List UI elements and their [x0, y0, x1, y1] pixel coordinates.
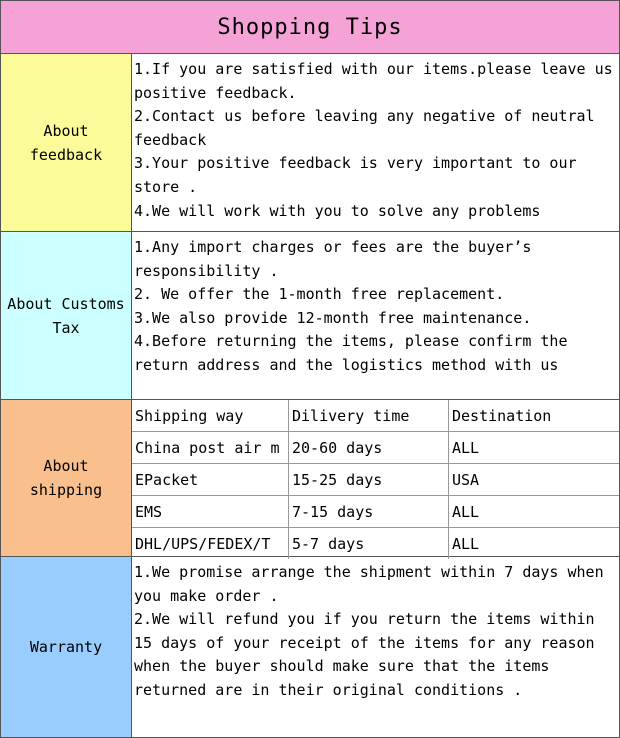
- table-cell: ALL: [449, 496, 620, 528]
- warranty-item: 1.We promise arrange the shipment within 7 days when you make order .: [134, 563, 604, 605]
- table-header-row: [132, 400, 619, 432]
- feedback-section: [1, 54, 619, 232]
- customs-item: 3.We also provide 12-month free maintenance.: [134, 308, 532, 327]
- warranty-item: 2.We will refund you if you return the items within 15 days of your receipt of the items for any reason when the buyer should make sure that the items returned are in their original conditions .: [134, 610, 595, 699]
- customs-item: 4.Before returning the items, please confirm the return address and the logistics method with us: [134, 332, 568, 374]
- table-cell: EPacket: [132, 464, 289, 496]
- table-cell: 15-25 days: [289, 464, 449, 496]
- table-cell: ALL: [452, 534, 480, 553]
- customs-item: 1.Any import charges or fees are the buyer’s responsibility .: [134, 238, 532, 280]
- customs-label: About Customs Tax: [1, 232, 132, 399]
- customs-section: [1, 232, 619, 400]
- table-cell: China post air m: [132, 432, 289, 464]
- column-header: Shipping way: [132, 400, 289, 432]
- warranty-section: [1, 557, 619, 737]
- table-row: [132, 432, 619, 464]
- column-header: Destination: [449, 400, 620, 432]
- table-cell: 20-60 days: [289, 432, 449, 464]
- feedback-item: 4.We will work with you to solve any problems: [134, 201, 541, 220]
- shipping-section: [1, 400, 619, 557]
- feedback-item: 2.Contact us before leaving any negative of neutral feedback: [134, 107, 595, 149]
- feedback-content: [134, 58, 615, 223]
- warranty-label: Warranty: [1, 557, 132, 737]
- shipping-table: [132, 400, 619, 559]
- feedback-item: 3.Your positive feedback is very important to our store .: [134, 154, 577, 196]
- table-row: [132, 496, 619, 528]
- table-cell: 7-15 days: [289, 496, 449, 528]
- customs-item: 2. We offer the 1-month free replacement.: [134, 285, 505, 304]
- shipping-label: About shipping: [1, 400, 132, 556]
- column-header: Dilivery time: [289, 400, 449, 432]
- page-title: Shopping Tips: [1, 1, 619, 54]
- table-cell: USA: [449, 464, 620, 496]
- feedback-item: 1.If you are satisfied with our items.please leave us positive feedback.: [134, 60, 613, 102]
- table-row: [132, 464, 619, 496]
- table-cell: 5-7 days: [289, 528, 449, 560]
- warranty-content: [134, 561, 615, 703]
- table-cell: DHL/UPS/FEDEX/T: [132, 528, 289, 560]
- table-row: [132, 528, 619, 560]
- customs-content: [134, 236, 615, 378]
- feedback-label: About feedback: [1, 54, 132, 231]
- table-cell: ALL: [449, 432, 620, 464]
- table-cell: EMS: [132, 496, 289, 528]
